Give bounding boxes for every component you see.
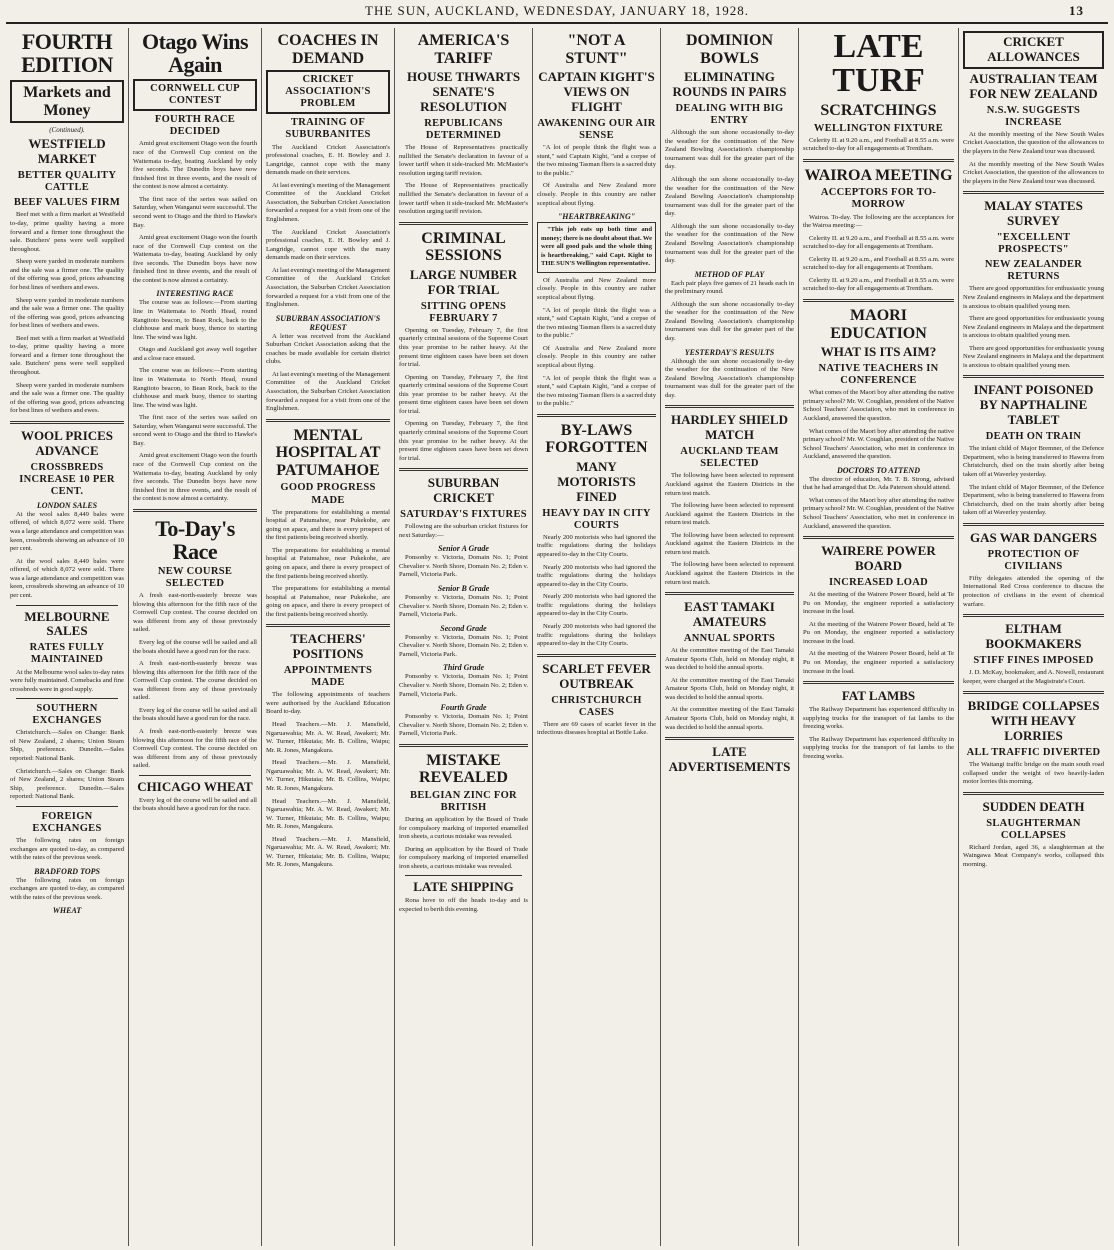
markets-heading: Markets and Money [10,80,124,123]
shipping-text: Rona hove to off the heads to-day and is expected to berth this evening. [399,897,528,913]
otago-text-6: The course was as follows:—From starting line in Waitemata to North Head, round Rangitoto beacon, to Bean Rock, back to the clubhouse and mark buoy, thence to starting line. The wind was light. [133,367,257,409]
hardley-heading: HARDLEY SHIELD MATCH [671,412,788,443]
infant-heading: INFANT POISONED BY NAPTHALINE TABLET [973,382,1094,428]
third-grade-text: Ponsonby v. Victoria, Domain No. 1; Point Chevalier v. North Shore, Domain No. 2; Eden v. Parnell, Victoria Park. [399,673,528,698]
westfield-text-3: Sheep were yarded in moderate numbers and the sale was a firmer one. The quality of the offering was good, prices advancing for best lines of wethers and ewes. [10,296,124,330]
dealing-subhead: DEALING WITH BIG ENTRY [675,103,784,127]
second-grade-text: Ponsonby v. Victoria, Domain No. 1; Point Chevalier v. North Shore, Domain No. 2; Eden v. Parnell, Victoria Park. [399,633,528,658]
maori-text-3: The director of education, Mr. T. B. Strong, advised that he had arranged that Dr. Ada Paterson should attend. [803,475,954,492]
tamaki-heading: EAST TAMAKI AMATEURS [684,599,775,630]
hardley-text-4: The following have been selected to represent Auckland against the Eastern Districts in the return test match. [665,561,794,586]
otago-text-3: Amid great excitement Otago won the fourth race of the Cornwell Cup contest on the Waitemata to-day, beating Auckland by only five seconds. The Dunedin boys have now finished first in three events, and the result of the contest is now almost a certainty. [133,234,257,284]
stunt-text-5: Of Australia and New Zealand more closely. People in this country are rather sceptical about flying. [537,344,656,369]
foreign-heading: FOREIGN EXCHANGES [32,810,102,834]
teachers-heading: TEACHERS' POSITIONS [290,631,366,662]
foreign-text: The following rates on foreign exchanges are quoted to-day, as compared with the rates of the previous week. [10,836,124,862]
scarlet-text: There are 69 cases of scarlet fever in the infectious diseases hospital at Bottle Lake. [537,720,656,737]
allowances-text-1: At the monthly meeting of the New South Wales Cricket Association, the question of the allowances to the players in the New Zealand tour was discussed. [963,130,1104,155]
gas-text: Fifty delegates attended the opening of the International Red Cross conference to discuss the protection of civilians in the event of chemical warfare. [963,574,1104,608]
cattle-subhead: BETTER QUALITY CATTLE [17,170,117,194]
teachers-text-1: The following appointments of teachers were authorised by the Auckland Education Board to-day. [266,691,390,716]
teachers-text-4: Head Teachers.—Mr. J. Mansfield, Ngaruawahia; Mr. A. W. Read, Awakeri; Mr. W. Turner, Hikutaia; Mr. B. Collins, Waipu; Mr. R. Jones, Mangakura. [266,797,390,831]
cricket-allowances-heading: CRICKET ALLOWANCES [963,31,1104,69]
bylaws-heading: BY-LAWS FORGOTTEN [545,421,648,457]
team-subhead: AUCKLAND TEAM SELECTED [680,446,779,470]
acceptors-subhead: ACCEPTORS FOR TO-MORROW [820,187,937,211]
bylaws-text-4: Nearly 200 motorists who had ignored the traffic regulations during the holidays appeared to-day in the City Courts. [537,622,656,648]
scratchings-subhead: SCRATCHINGS [820,102,937,119]
fourth-grade-text: Ponsonby v. Victoria, Domain No. 1; Point Chevalier v. North Shore, Domain No. 2; Eden v. Parnell, Victoria Park. [399,713,528,738]
maori-text-4: What comes of the Maori boy after attending the native primary school? Mr. W. Coughlan, president of the Native School Teachers' Association, who met in conference in Auckland, answered the question. [803,496,954,530]
wairoa-text-2: Celerity II. at 9.20 a.m., and Football at 8.55 a.m. were scratched to-day for all engagements at Trentham. [803,234,954,251]
stunt-text-1: "A lot of people think the flight was a stunt," said Captain Kight, "and a corpse of the two missing Tasman fliers is a sacred duty to the public." [537,144,656,177]
mental-text-2: The preparations for establishing a mental hospital at Patumahoe, near Pukekohe, are going on apace, and there is every prospect of the first patients being received shortly. [266,546,390,580]
criminal-text-1: Opening on Tuesday, February 7, the first quarterly criminal sessions of the Supreme Court this year promise to be rather heavy. At the present time eighteen cases have been set down for trial. [399,326,528,369]
bowls-text-4: Each pair plays five games of 21 heads each in the preliminary round. [665,279,794,296]
southern-heading: SOUTHERN EXCHANGES [32,703,102,727]
coaches-text-1: The Auckland Cricket Association's professional coaches, E. H. Bowley and J. Langridge, cannot cope with the many demands made on their services. [266,143,390,177]
sudden-death-heading: SUDDEN DEATH [982,798,1085,814]
fat-lambs-heading: FAT LAMBS [841,688,916,704]
coaches-text-4: At last evening's meeting of the Management Committee of the Auckland Cricket Association, the Suburban Cricket Association forwarded a request for a visit from one of the Englishmen. [266,266,390,309]
eltham-text: J. D. McKay, bookmaker, and A. Nowell, restaurant keeper, were charged at the Magistrate's Court. [963,669,1104,685]
turf-text-1: Celerity II. at 9.20 a.m., and Football at 8.55 a.m. were scratched to-day for all engagements at Trentham. [803,136,954,153]
malay-heading: MALAY STATES SURVEY [984,198,1083,229]
teachers-text-3: Head Teachers.—Mr. J. Mansfield, Ngaruawahia; Mr. A. W. Read, Awakeri; Mr. W. Turner, Hikutaia; Mr. B. Collins, Waipu; Mr. R. Jones, Mangakura. [266,759,390,792]
late-turf-heading: LATE TURF [832,28,925,99]
mental-hospital-heading: MENTAL HOSPITAL AT PATUMAHOE [275,426,381,479]
bradford-heading: BRADFORD TOPS [34,866,100,876]
wairere-heading: WAIRERE POWER BOARD [821,543,936,574]
prospects-subhead: "EXCELLENT PROSPECTS" [996,232,1071,256]
tamaki-text-3: At the committee meeting of the East Tamaki Amateur Sports Club, held on Monday night, it was decided to hold the annual sports. [665,706,794,731]
southern-text-2: Christchurch.—Sales on Change: Bank of New Zealand, 2 shares; Union Steam Ship, preference. Dunedin.—Sales reported: National Bank. [10,767,124,801]
wairoa-heading: WAIROA MEETING [804,166,953,184]
sudden-text: Richard Jordan, aged 36, a slaughterman at the Waingawa Meat Company's works, collapsed this morning. [963,843,1104,868]
tamaki-text-1: At the committee meeting of the East Tamaki Amateur Sports Club, held on Monday night, it was decided to hold the annual sports. [665,647,794,672]
cricket-problem-subhead: CRICKET ASSOCIATION'S PROBLEM [266,70,390,114]
criminal-heading: CRIMINAL SESSIONS [421,229,506,265]
cup-subhead: CORNWELL CUP CONTEST [133,79,257,111]
bowls-text-2: Although the sun shone occasionally to-day the weather for the continuation of the New Zealand Bowling Association's championship tournament was dull for the greater part of the day. [665,176,794,218]
coaches-text-6: At last evening's meeting of the Management Committee of the Auckland Cricket Association, the Suburban Cricket Association forwarded a request for a visit from one of the Englishmen. [266,370,390,413]
column-2 [129,28,262,1246]
masthead [6,0,1108,24]
progress-subhead: GOOD PROGRESS MADE [280,482,376,506]
bylaws-text-3: Nearly 200 motorists who had ignored the traffic regulations during the holidays appeared to-day in the City Courts. [537,593,656,618]
third-grade-head: Third Grade [442,663,485,673]
senior-a-text: Ponsonby v. Victoria, Domain No. 1; Point Chevalier v. North Shore, Domain No. 2; Eden v. Parnell, Victoria Park. [399,554,528,579]
awakening-subhead: AWAKENING OUR AIR SENSE [537,118,656,142]
bridge-text: The Waitangi traffic bridge on the main south road collapsed under the weight of two heavily-laden motor lorries this morning. [963,761,1104,786]
bylaws-text-1: Nearly 200 motorists who had ignored the traffic regulations during the holidays appeared to-day in the City Courts. [537,533,656,558]
appointments-subhead: APPOINTMENTS MADE [283,665,373,689]
infant-text-1: The infant child of Major Bremner, of the Defence Department, who is being transferred to Hawera from Christchurch, died on the train shortly after being taken off at Waverley yesterday. [963,445,1104,478]
eliminating-subhead: ELIMINATING ROUNDS IN PAIRS [672,69,787,100]
column-7 [799,28,959,1246]
maori-text-2: What comes of the Maori boy after attending the native primary school? Mr. W. Coughlan, president of the Native School Teachers' Association, who met in conference in Auckland, answered the question. [803,427,954,461]
teachers-text-2: Head Teachers.—Mr. J. Mansfield, Ngaruawahia; Mr. A. W. Read, Awakeri; Mr. W. Turner, Hikutaia; Mr. B. Collins, Waipu; Mr. R. Jones, Mangakura. [266,721,390,754]
masthead-title: THE SUN, AUCKLAND, WEDNESDAY, JANUARY 18, 1928. [365,3,749,18]
chicago-text: Every leg of the course will be sailed and all the boats should have a good run for the race. [133,796,257,813]
lambs-text-2: The Railway Department has experienced difficulty in supplying trucks for the transport of fat lambs to the freezing works. [803,735,954,760]
aim-subhead: WHAT IS ITS AIM? [820,344,937,360]
fines-subhead: STIFF FINES IMPOSED [973,655,1094,666]
race-text-4: Every leg of the course will be sailed and all the boats should have a good run for the race. [133,706,257,723]
column-5 [533,28,661,1246]
wool-heading: WOOL PRICES ADVANCE [20,427,114,458]
continued-note: (Continued). [49,126,85,135]
infant-text-2: The infant child of Major Bremner, of the Defence Department, who is being transferred to Hawera from Christchurch, died on the train shortly after being taken off at Waverley yesterday. [963,483,1104,517]
mental-text-3: The preparations for establishing a mental hospital at Patumahoe, near Pukekohe, are going on apace, and there is every prospect of the first patients being received shortly. [266,585,390,618]
crossbreds-subhead: CROSSBREDS INCREASE 10 PER CENT. [19,461,115,497]
mistake-text-2: During an application by the Board of Trade for compulsory marking of imported enamelled iron sheets, a curious mistake was revealed. [399,845,528,870]
otago-text-7: The first race of the series was sailed on Saturday, when Wanganui were successful. The second went to Otago and the third to Hawke's Bay. [133,414,257,447]
fourth-race-subhead: FOURTH RACE DECIDED [154,114,236,138]
coaches-text-5: A letter was received from the Auckland Suburban Cricket Association asking that the coaches be made available for certain district clubs. [266,332,390,366]
column-8 [959,28,1108,1246]
wairere-text-2: At the meeting of the Wairere Power Board, held at Te Pu on Monday, the engineer reported a satisfactory increase in the load. [803,620,954,645]
westfield-text-2: Sheep were yarded in moderate numbers and the sale was a firmer one. The quality of the offering was good, prices advancing for best lines of wethers and ewes. [10,258,124,291]
otago-text-4: The course was as follows:—From starting line in Waitemata to North Head, round Rangitoto beacon, to Bean Rock, back to the clubhouse and mark buoy, thence to starting line. The wind was light. [133,299,257,341]
senior-a-head: Senior A Grade [438,544,489,554]
heartbreaking-head: "HEARTBREAKING" [557,212,636,222]
tariff-heading: AMERICA'S TARIFF [417,32,510,67]
mental-text-1: The preparations for establishing a mental hospital at Patumahoe, near Pukekohe, are going on apace, and there is every prospect of the first patients being received shortly. [266,508,390,542]
hardley-text-3: The following have been selected to represent Auckland against the Eastern Districts in the return test match. [665,531,794,556]
column-6 [661,28,799,1246]
death-subhead: DEATH ON TRAIN [985,431,1082,443]
stunt-text-2: Of Australia and New Zealand more closely. People in this country are rather sceptical about flying. [537,182,656,207]
race-text-1: A fresh east-north-easterly breeze was blowing this afternoon for the fifth race of the Cornwell Cup contest. The course decided on was different from any of those previously sailed. [133,592,257,634]
london-text: At the wool sales 8,449 bales were offered, of which 8,072 were sold. There was a large attendance and competition was keen, crossbreds showing an advance of 10 per cent. [10,510,124,553]
otago-heading: Otago Wins Again [141,29,249,78]
malay-text-2: There are good opportunities for enthusiastic young New Zealand engineers in Malaya and the department is anxious to obtain qualified young men. [963,315,1104,340]
senior-b-head: Senior B Grade [437,584,490,593]
column-3 [262,28,395,1246]
second-grade-head: Second Grade [440,623,487,633]
mistake-text: During an application by the Board of Trade for compulsory marking of imported enamelled iron sheets, a curious mistake was revealed. [399,816,528,841]
mistake-heading: MISTAKE REVEALED [419,751,508,787]
column-1 [6,28,129,1246]
bridge-heading: BRIDGE COLLAPSES WITH HEAVY LORRIES [967,698,1100,744]
southern-text: Christchurch.—Sales on Change: Bank of New Zealand, 2 shares; Union Steam Ship, preference. Dunedin.—Sales reported: National Bank. [10,729,124,762]
lambs-text: The Railway Department has experienced difficulty in supplying trucks for the transport of fat lambs to the freezing works. [803,706,954,731]
captain-subhead: CAPTAIN KIGHT'S VIEWS ON FLIGHT [538,69,655,115]
malay-text-1: There are good opportunities for enthusiastic young New Zealand engineers in Malaya and the department is anxious to obtain qualified young men. [963,285,1104,310]
house-subhead: HOUSE THWARTS SENATE'S RESOLUTION [406,69,521,115]
wairoa-text-3: Celerity II. at 9.20 a.m., and Football at 8.55 a.m. were scratched to-day for all engagements at Trentham. [803,255,954,272]
australian-team-subhead: AUSTRALIAN TEAM FOR NEW ZEALAND [969,70,1098,101]
nsw-subhead: N.S.W. SUGGESTS INCREASE [986,104,1081,128]
maori-text-1: What comes of the Maori boy after attending the native primary school? Mr. W. Coughlan, president of the Native School Teachers' Association, who met in conference in Auckland, answered the question. [803,389,954,422]
increased-subhead: INCREASED LOAD [828,577,928,588]
race-text-2: Every leg of the course will be sailed and all the boats should have a good run for the race. [133,638,257,655]
tariff-text-2: The House of Representatives practically nullified the Senate's declaration in favour of a lower tariff when it side-tracked Mr. McMaster's resolution urging tariff revision. [399,182,528,216]
tariff-text-1: The House of Representatives practically nullified the Senate's declaration in favour of a lower tariff when it side-tracked Mr. McMaster's resolution urging tariff revision. [399,144,528,177]
westfield-text-1: Beef met with a firm market at Westfield to-day, prime quality having a more forward and a firmer tone throughout the sale. Butchers' pens were well supplied throughout. [10,211,124,253]
otago-text-5: Otago and Auckland got away well together and a close race ensued. [133,346,257,362]
otago-text-2: The first race of the series was sailed on Saturday, when Wanganui were successful. The second went to Otago and the third to Hawke's Bay. [133,195,257,229]
otago-text-1: Amid great excitement Otago won the fourth race of the Cornwell Cup contest on the Waitemata to-day, beating Auckland by only five seconds. The Dunedin boys have now finished first in three events, and the result of the contest is now almost a certainty. [133,140,257,191]
new-course-subhead: NEW COURSE SELECTED [157,566,233,590]
wairere-text-3: At the meeting of the Wairere Power Board, held at Te Pu on Monday, the engineer reported a satisfactory increase in the load. [803,650,954,675]
training-subhead: TRAINING OF SUBURBANITES [285,117,371,141]
malay-text-3: There are good opportunities for enthusiastic young New Zealand engineers in Malaya and the department is anxious to obtain qualified young men. [963,344,1104,369]
melbourne-text: At the Melbourne wool sales to-day rates were fully maintained. Comebacks and fine crossbreds were in good supply. [10,668,124,693]
bylaws-text-2: Nearly 200 motorists who had ignored the traffic regulations during the holidays appeared to-day in the City Courts. [537,563,656,588]
race-text-5: A fresh east-north-easterly breeze was blowing this afternoon for the fifth race of the Cornwell Cup contest. The course decided on was different from any of those previously sailed. [133,728,257,770]
coaches-heading: COACHES IN DEMAND [277,32,379,67]
coaches-text-2: At last evening's meeting of the Management Committee of the Auckland Cricket Association, the Suburban Cricket Association forwarded a request for a visit from one of the Englishmen. [266,181,390,223]
rates-subhead: RATES FULLY MAINTAINED [29,642,105,666]
interesting-race-head: INTERESTING RACE [156,289,234,299]
fixtures-text: Following are the suburban cricket fixtures for next Saturday:— [399,523,528,539]
criminal-text-3: Opening on Tuesday, February 7, the first quarterly criminal sessions of the Supreme Court this year promise to be rather heavy. At the present time eighteen cases have been set down for trial. [399,420,528,462]
criminal-text-2: Opening on Tuesday, February 7, the first quarterly criminal sessions of the Supreme Court this year promise to be rather heavy. At the present time eighteen cases have been set down for trial. [399,373,528,415]
page-number: 13 [1069,3,1084,18]
todays-race-heading: To-Day's Race [155,515,235,564]
westfield-heading: WESTFIELD MARKET [28,136,106,167]
hardley-text-1: The following have been selected to represent Auckland against the Eastern Districts in the return test match. [665,472,794,497]
tamaki-text-2: At the committee meeting of the East Tamaki Amateur Sports Club, held on Monday night, it was decided to hold the annual sports. [665,676,794,701]
christchurch-subhead: CHRISTCHURCH CASES [551,694,642,718]
sports-subhead: ANNUAL SPORTS [683,633,776,644]
otago-text-8: Amid great excitement Otago won the fourth race of the Cornwell Cup contest on the Waitemata to-day, beating Auckland by only five seconds. The Dunedin boys have now finished first in three events, and the result of the contest is now almost a certainty. [133,452,257,503]
motorists-subhead: MANY MOTORISTS FINED [557,458,636,504]
fixtures-subhead: SATURDAY'S FIXTURES [400,509,527,521]
stunt-text-6: "A lot of people think the flight was a stunt," said Captain Kight, "and a corpse of the two missing Tasman fliers is a sacred duty to the public." [537,374,656,408]
returns-subhead: NEW ZEALANDER RETURNS [984,259,1083,283]
gas-heading: GAS WAR DANGERS [970,529,1097,545]
republicans-subhead: REPUBLICANS DETERMINED [424,118,503,142]
scarlet-heading: SCARLET FEVER OUTBREAK [542,660,651,691]
protection-subhead: PROTECTION OF CIVILIANS [987,548,1080,572]
sitting-subhead: SITTING OPENS FEBRUARY 7 [420,300,507,324]
eltham-heading: ELTHAM BOOKMAKERS [985,621,1082,652]
doctors-head: DOCTORS TO ATTEND [837,465,920,475]
suburban-request-head: SUBURBAN ASSOCIATION'S REQUEST [275,313,381,332]
westfield-text-4: Beef met with a firm market at Westfield to-day, prime quality having a more forward and a firmer tone throughout the sale. Butchers' pens were well supplied throughout. [10,334,124,376]
wairere-text-1: At the meeting of the Wairere Power Board, held at Te Pu on Monday, the engineer reported a satisfactory increase in the load. [803,591,954,616]
teachers-text-5: Head Teachers.—Mr. J. Mansfield, Ngaruawahia; Mr. A. W. Read, Awakeri; Mr. W. Turner, Hikutaia; Mr. B. Collins, Waipu; Mr. R. Jones, Mangakura. [266,835,390,869]
large-number-subhead: LARGE NUMBER FOR TRIAL [409,266,518,297]
diverted-subhead: ALL TRAFFIC DIVERTED [966,747,1101,758]
method-head: METHOD OF PLAY [694,269,765,279]
london-text-2: At the wool sales 8,449 bales were offered, of which 8,072 were sold. There was a large attendance and competition was keen, crossbreds showing an advance of 10 per cent. [10,557,124,599]
wheat-heading: WHEAT [52,906,82,916]
coaches-text-3: The Auckland Cricket Association's professional coaches, E. H. Bowley and J. Langridge, cannot cope with the many demands made on their services. [266,228,390,262]
columns [6,24,1108,1246]
not-a-stunt-heading: "NOT A STUNT" [565,32,628,67]
wairoa-text-1: Wairoa. To-day. The following are the acceptances for the Wairoa meeting:— [803,213,954,230]
hardley-text-2: The following have been selected to represent Auckland against the Eastern Districts in the return test match. [665,502,794,527]
chicago-heading: CHICAGO WHEAT [137,778,253,794]
bowls-text-6: Although the sun shone occasionally to-day the weather for the continuation of the New Zealand Bowling Association's championship tournament was dull for the greater part of the day. [665,357,794,399]
stunt-text-3: Of Australia and New Zealand more closely. People in this country are rather sceptical about flying. [537,276,656,301]
melbourne-heading: MELBOURNE SALES [24,608,110,639]
london-sales-head: LONDON SALES [36,500,98,510]
senior-b-text: Ponsonby v. Victoria, Domain No. 1; Point Chevalier v. North Shore, Domain No. 2; Eden v. Parnell, Victoria Park. [399,594,528,619]
westfield-text-5: Sheep were yarded in moderate numbers and the sale was a firmer one. The quality of the offering was good, prices advancing for best lines of wethers and ewes. [10,381,124,415]
slaughterman-subhead: SLAUGHTERMAN COLLAPSES [986,817,1081,841]
yesterday-head: YESTERDAY'S RESULTS [684,347,775,357]
stunt-text-4: "A lot of people think the flight was a stunt," said Captain Kight, "and a corpse of the two missing Tasman fliers is a sacred duty to the public." [537,306,656,340]
late-ads-heading: LATE ADVERTISEMENTS [668,744,791,775]
edition-heading: FOURTH EDITION [21,29,113,78]
bradford-text: The following rates on foreign exchanges are quoted to-day, as compared with the rates of the previous week. [10,876,124,901]
bowls-text-5: Although the sun shone occasionally to-day the weather for the continuation of the New Zealand Bowling Association's championship tournament was dull for the greater part of the day. [665,300,794,342]
bowls-text-3: Although the sun shone occasionally to-day the weather for the continuation of the New Zealand Bowling Association's championship tournament was dull for the greater part of the day. [665,222,794,265]
suburban-cricket-heading: SUBURBAN CRICKET [427,475,500,506]
maori-heading: MAORI EDUCATION [830,307,927,342]
heartbreaking-quote: "This job eats up both time and money; there is no doubt about that. We were all good pals and the whole thing is heartbreaking," said Capt. Kight to THE SUN'S Wellington representative. [537,222,656,273]
heavy-day-subhead: HEAVY DAY IN CITY COURTS [542,507,651,531]
wellington-subhead: WELLINGTON FIXTURE [813,122,944,134]
bowls-text-1: Although the sun shone occasionally to-day the weather for the continuation of the New Zealand Bowling Association's championship tournament was dull for the greater part of the day. [665,129,794,171]
fourth-grade-head: Fourth Grade [440,703,487,713]
belgian-subhead: BELGIAN ZINC FOR BRITISH [410,789,517,813]
native-subhead: NATIVE TEACHERS IN CONFERENCE [818,363,939,387]
beef-subhead: BEEF VALUES FIRM [13,197,121,209]
allowances-text-2: At the monthly meeting of the New South Wales Cricket Association, the question of the allowances to the players in the New Zealand tour was discussed. [963,160,1104,185]
wairoa-text-4: Celerity II. at 9.20 a.m., and Football at 8.55 a.m. were scratched to-day for all engagements at Trentham. [803,276,954,293]
race-text-3: A fresh east-north-easterly breeze was blowing this afternoon for the fifth race of the Cornwell Cup contest. The course decided on was different from any of those previously sailed. [133,660,257,702]
column-4 [395,28,533,1246]
late-shipping-heading: LATE SHIPPING [413,879,514,895]
bowls-heading: DOMINION BOWLS [685,32,774,67]
